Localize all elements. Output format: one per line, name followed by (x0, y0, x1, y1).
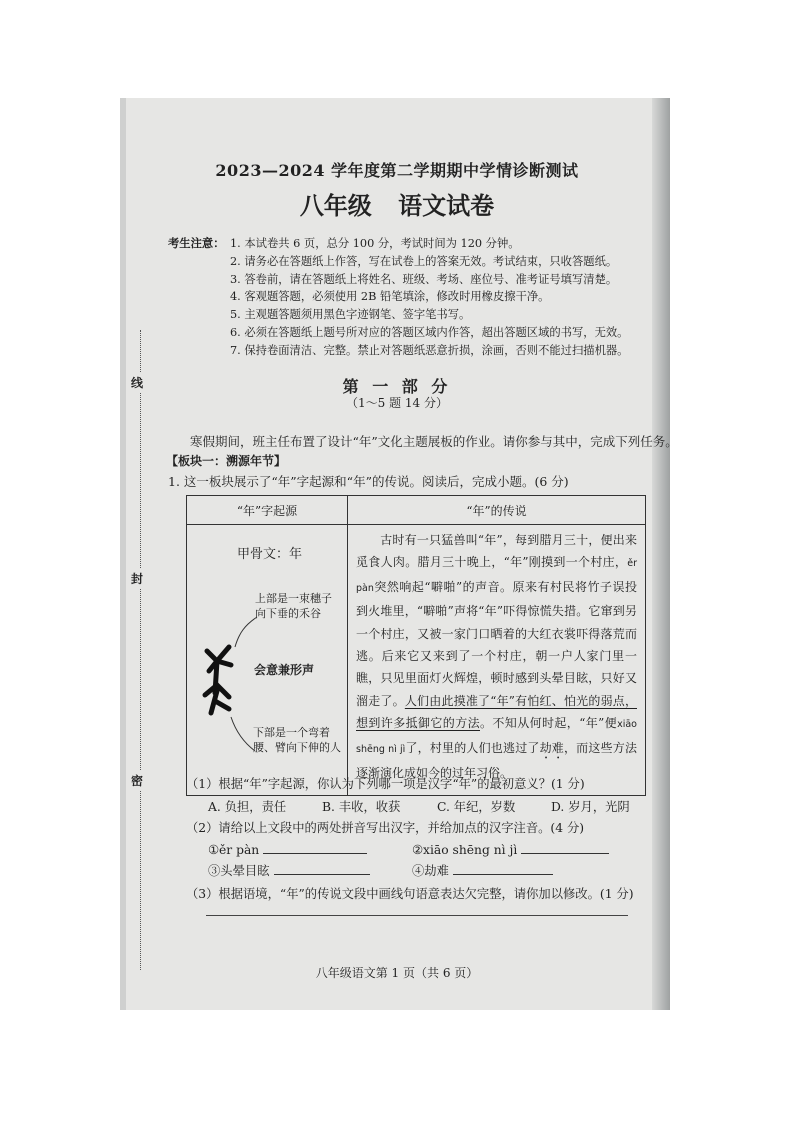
nian-table (186, 495, 646, 796)
answer-line-3[interactable] (206, 915, 628, 916)
notice-item: 3. 答卷前，请在答题纸上将姓名、班级、考场、座位号、准考证号填写清楚。 (230, 272, 618, 286)
sub-question-1: （1）根据“年”字起源，你认为下列哪一项是汉字“年”的最初意义？(1 分) (186, 777, 585, 791)
pinyin-xiao-sheng-ni-ji: xiāo shēng nì jì (356, 719, 637, 755)
notice-item: 4. 客观题答题，必须使用 2B 铅笔填涂，修改时用橡皮擦干净。 (230, 290, 550, 304)
answer-row-4 (412, 861, 553, 879)
annotation-middle: 会意兼形声 (254, 663, 315, 677)
table-header-legend: “年”的传说 (348, 496, 646, 525)
answer-prompt: ①ěr pàn (208, 843, 260, 857)
legend-text: 。不知从何时起，“年”便 (480, 716, 618, 731)
answer-prompt: ②xiāo shēng nì jì (412, 843, 518, 857)
binding-char-feng: 封 (131, 568, 143, 589)
page-footer: 八年级语文第 1 页（共 6 页） (315, 966, 479, 980)
legend-cell (348, 525, 646, 796)
underlined-sentence: 人们由此摸准了“年”有怕红、怕光的弱点，想到许多抵御它的方法 (356, 693, 637, 731)
answer-row-1 (208, 841, 367, 857)
answer-row-3 (208, 861, 370, 879)
answer-blank-1[interactable] (263, 841, 367, 854)
dotted-word: 劫难 (539, 740, 564, 755)
option-b: B. 丰收，收获 (322, 800, 401, 814)
paper-edge-shadow (652, 98, 670, 1010)
question-1: 1. 这一板块展示了“年”字起源和“年”的传说。阅读后，完成小题。(6 分) (168, 474, 569, 489)
notice-item: 5. 主观题答题须用黑色字迹钢笔、签字笔书写。 (230, 308, 471, 322)
table-header-origin: “年”字起源 (187, 496, 348, 525)
notice-item: 6. 必须在答题纸上题号所对应的答题区域内作答，超出答题区域的书写，无效。 (230, 325, 629, 339)
legend-text: 了，村里的人们也逃过了 (405, 740, 540, 755)
part-title: 第 一 部 分 (342, 377, 452, 396)
answer-blank-4[interactable] (453, 862, 553, 875)
sub-question-3: （3）根据语境，“年”的传说文段中画线句语意表达欠完整，请你加以修改。(1 分) (186, 887, 634, 901)
option-d: D. 岁月，光阴 (551, 800, 630, 814)
exam-year-title: 2023—2024 学年度第二学期期中学情诊断测试 (215, 161, 579, 180)
binding-dotted-line (140, 330, 141, 970)
annotation-top: 上部是一束穗子向下垂的禾谷 (255, 592, 332, 620)
legend-text: ，而这些方法逐渐演化成如今的过年习俗。 (356, 740, 637, 780)
option-c: C. 年纪，岁数 (437, 800, 516, 814)
oracle-bone-nian-glyph (195, 613, 275, 763)
task-intro: 寒假期间，班主任布置了设计“年”文化主题展板的作业。请你参与其中，完成下列任务。 (190, 434, 678, 449)
legend-text: 突然响起“噼啪”的声音。原来有村民将竹子误投到火堆里，“噼啪”声将“年”吓得惊慌失措。它窜到另一个村庄，又被一家门口晒着的大红衣裳吓得落荒而逃。后来它又来到了一个村庄，朝一户人家门里一瞧，只见里面灯火辉煌，顿时感到头晕目眩，只好又溜走了。 (356, 579, 637, 708)
binding-char-xian: 线 (131, 372, 143, 393)
answer-row-2 (412, 841, 609, 857)
answer-blank-3[interactable] (274, 862, 370, 875)
notice-item: 1. 本试卷共 6 页，总分 100 分，考试时间为 120 分钟。 (230, 237, 520, 250)
legend-text: 古时有一只猛兽叫“年”，每到腊月三十，便出来觅食人肉。腊月三十晚上，“年”刚摸到一个村庄， (356, 533, 637, 570)
origin-cell (187, 525, 348, 796)
answer-prompt: ④劫难 (412, 864, 449, 878)
notice-item: 2. 请务必在答题纸上作答，写在试卷上的答案无效。考试结束，只收答题纸。 (230, 254, 618, 268)
exam-main-title: 八年级 语文试卷 (299, 192, 495, 220)
binding-char-mi: 密 (131, 770, 143, 791)
block-heading: 【板块一：溯源年节】 (166, 454, 287, 468)
pinyin-er-pan: ěr pàn (356, 558, 637, 594)
sub-question-2: （2）请给以上文段中的两处拼音写出汉字，并给加点的汉字注音。(4 分) (186, 821, 585, 835)
annotation-bottom: 下部是一个弯着腰、臂向下伸的人 (253, 726, 341, 754)
answer-prompt: ③头晕目眩 (208, 864, 270, 878)
part-subtitle: （1～5 题 14 分） (346, 396, 448, 410)
answer-blank-2[interactable] (521, 841, 609, 854)
notice-list (230, 235, 650, 360)
option-a: A. 负担，责任 (208, 800, 287, 814)
oracle-label: 甲骨文：年 (237, 547, 303, 562)
notice-label: 考生注意： (168, 236, 225, 250)
notice-item: 7. 保持卷面清洁、完整。禁止对答题纸恶意折损，涂画，否则不能过扫描机器。 (230, 343, 629, 357)
